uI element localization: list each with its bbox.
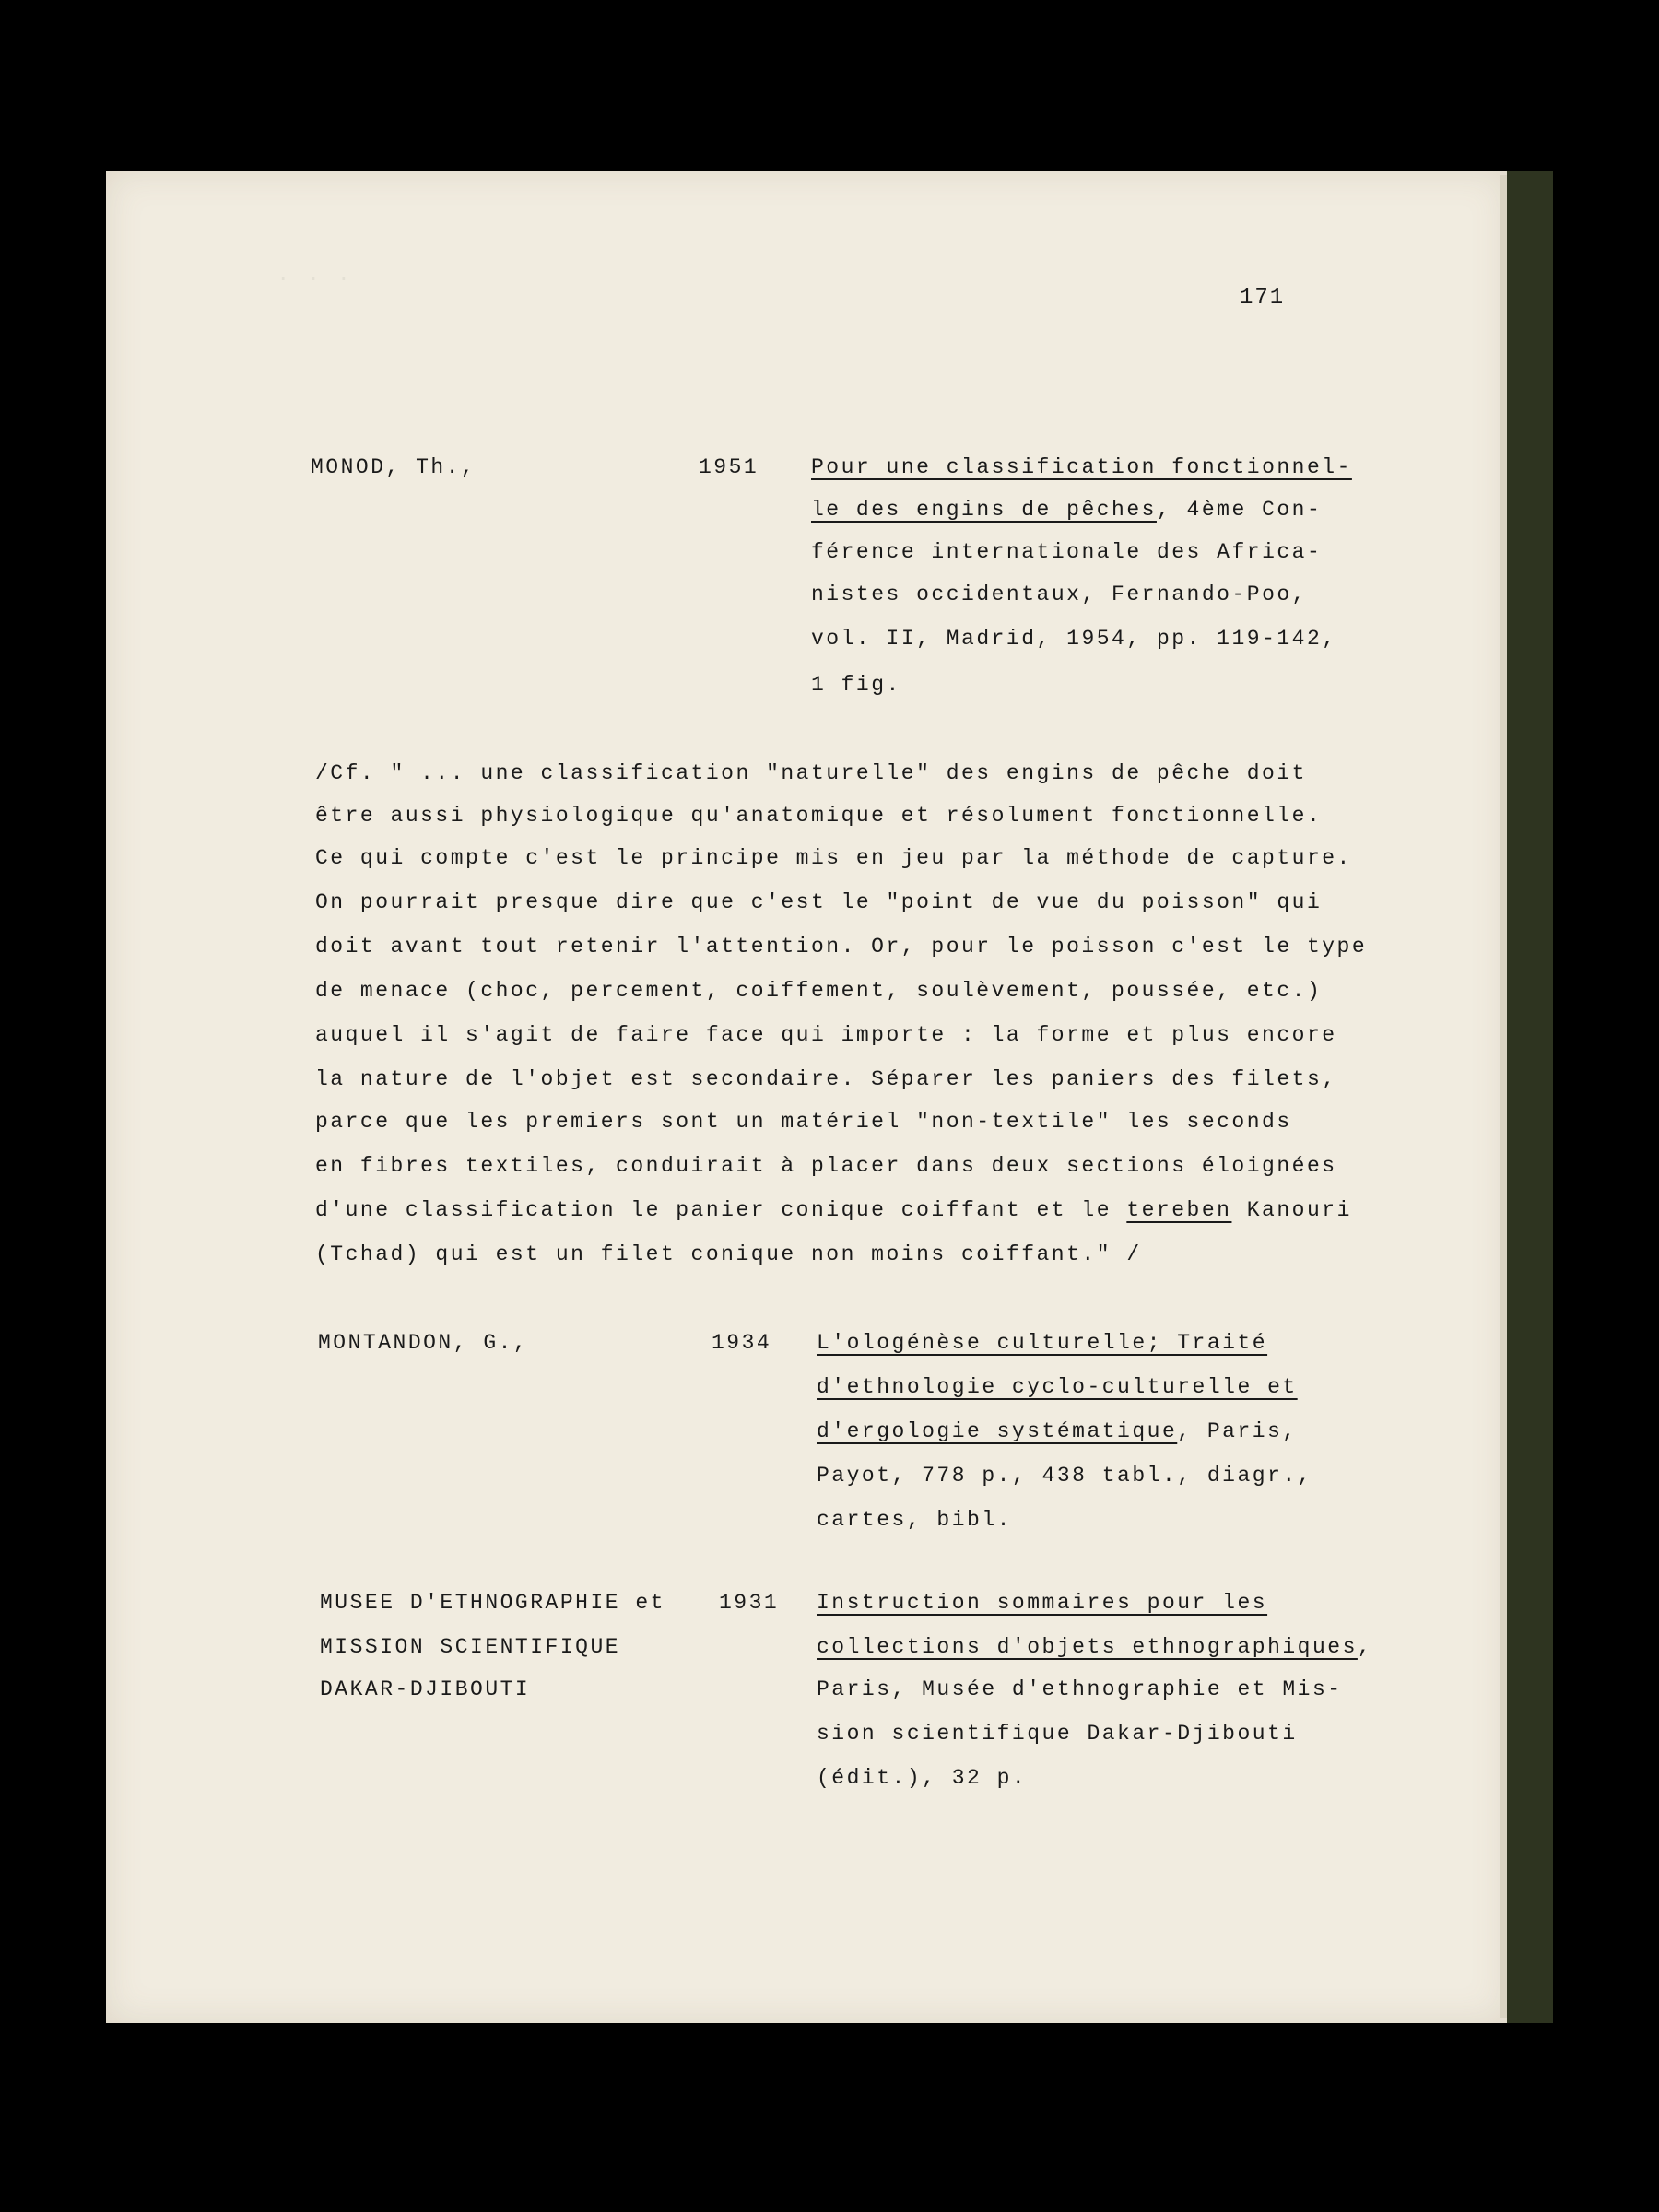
quote-line: être aussi physiologique qu'anatomique et résolument fonctionnelle. [315,804,1323,828]
entry-desc-line: vol. II, Madrid, 1954, pp. 119-142, [811,627,1337,651]
entry-title-part: d'ergologie systématique [817,1419,1178,1443]
quote-line: en fibres textiles, conduirait à placer dans deux sections éloignées [315,1154,1337,1178]
underlined-term: tereben [1126,1198,1232,1222]
entry-author: MONTANDON, G., [318,1331,529,1355]
quote-line: d'une classification le panier conique coiffant et le tereben Kanouri [315,1198,1352,1222]
book-spine [1507,171,1553,2023]
entry-year: 1934 [712,1331,772,1355]
entry-desc-line: 1 fig. [811,673,901,697]
quote-line: /Cf. " ... une classification "naturelle" des engins de pêche doit [315,761,1307,785]
entry-year: 1951 [699,455,759,479]
entry-desc-line: sion scientifique Dakar-Djibouti [817,1722,1298,1746]
entry-desc-line: Instruction sommaires pour les [817,1591,1268,1615]
entry-author: DAKAR-DJIBOUTI [320,1677,531,1701]
quote-line: Ce qui compte c'est le principe mis en jeu par la méthode de capture. [315,846,1352,870]
entry-year: 1931 [719,1591,780,1615]
entry-author: MUSEE D'ETHNOGRAPHIE et [320,1591,665,1615]
entry-desc-line: Paris, Musée d'ethnographie et Mis- [817,1677,1343,1701]
entry-desc-line: d'ethnologie cyclo-culturelle et [817,1375,1298,1399]
entry-desc-line: le des engins de pêches, 4ème Con- [811,498,1323,522]
entry-author: MONOD, Th., [311,455,477,479]
entry-author: MISSION SCIENTIFIQUE [320,1635,621,1659]
quote-line: On pourrait presque dire que c'est le "point de vue du poisson" qui [315,890,1323,914]
quote-line: doit avant tout retenir l'attention. Or, pour le poisson c'est le type [315,935,1368,959]
entry-desc-line: cartes, bibl. [817,1508,1012,1532]
entry-desc-line: d'ergologie systématique, Paris, [817,1419,1298,1443]
entry-desc-line: nistes occidentaux, Fernando-Poo, [811,582,1307,606]
entry-title-part: le des engins de pêches [811,498,1157,522]
quote-line: auquel il s'agit de faire face qui importe : la forme et plus encore [315,1023,1337,1047]
entry-desc-line: L'ologénèse culturelle; Traité [817,1331,1268,1355]
entry-desc-line: (édit.), 32 p. [817,1766,1028,1790]
entry-title-part: collections d'objets ethnographiques [817,1635,1358,1659]
bleed-through-text: · · · [276,267,353,292]
quote-line: (Tchad) qui est un filet conique non moins coiffant." / [315,1242,1142,1266]
page-number: 171 [1240,286,1286,311]
entry-desc-line: collections d'objets ethnographiques, [817,1635,1373,1659]
entry-desc-line: Payot, 778 p., 438 tabl., diagr., [817,1464,1312,1488]
quote-line: parce que les premiers sont un matériel "non-textile" les seconds [315,1110,1292,1134]
quote-line: de menace (choc, percement, coiffement, soulèvement, poussée, etc.) [315,979,1323,1003]
entry-desc-line: Pour une classification fonctionnel- [811,455,1352,479]
entry-desc-line: férence internationale des Africa- [811,540,1323,564]
quote-line: la nature de l'objet est secondaire. Séparer les paniers des filets, [315,1067,1337,1091]
